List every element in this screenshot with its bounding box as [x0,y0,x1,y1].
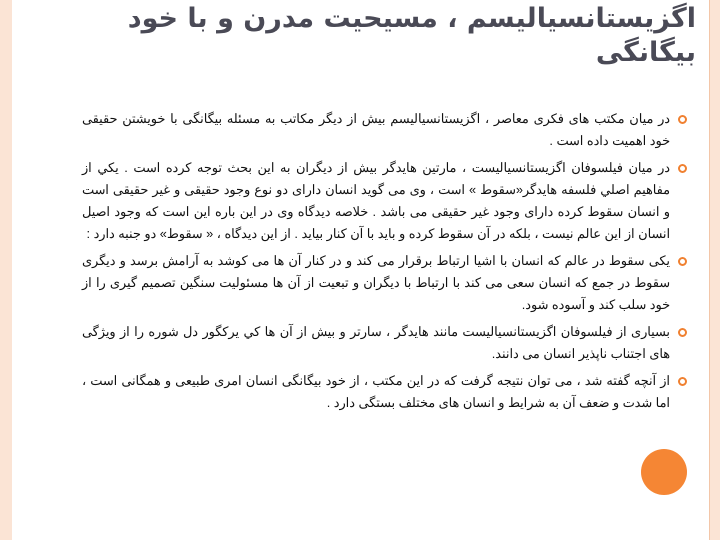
bullet-circle-icon [678,257,687,266]
bullet-text: در میان مکتب های فکری معاصر ، اگزیستانسیالیسم بیش از دیگر مکاتب به مسئله بیگانگی با خویشتن حقیقی خود اهمیت داده است . [82,111,670,148]
bullet-text: یکی سقوط در عالم که انسان با اشیا ارتباط برقرار می کند و در کنار آن ها می کوشد به آرامش برسد و دیگری سقوط در جمع که انسان سعی می کند با ارتباط با دیگران و تبعیت از آن ها مسئولیت سنگین تصمیم گیری را از خود سلب کند و آسوده شود. [82,253,670,312]
slide-title: اگزیستانسیالیسم ، مسیحیت مدرن و با خود بیگانگی [127,3,696,68]
bullet-circle-icon [678,377,687,386]
bullet-circle-icon [678,115,687,124]
slide-content [82,108,690,419]
bullet-item-2 [82,157,690,245]
orange-circle-decoration [641,449,687,495]
left-frame-border [0,0,12,540]
bullet-circle-icon [678,164,687,173]
right-frame-border [710,0,720,540]
bullet-text: از آنچه گفته شد ، می توان نتیجه گرفت که در این مکتب ، از خود بیگانگی انسان امری طبیعی و همگانی است ، اما شدت و ضعف آن به شرایط و انسان های مختلف بستگی دارد . [82,373,670,410]
bullet-item-4 [82,321,690,365]
bullet-text: بسیاری از فیلسوفان اگزیستانسیالیست مانند هایدگر ، سارتر و بیش از آن ها کي يركگور دل شوره را از ویژگی های اجتناب ناپذیر انسان می دانند. [82,324,670,361]
bullet-circle-icon [678,328,687,337]
bullet-item-5 [82,370,690,414]
bullet-text: در میان فیلسوفان اگزیستانسیالیست ، مارتین هایدگر بیش از دیگران به این بحث توجه کرده است . يكي از مفاهیم اصلي فلسفه هایدگر«سقوط » است ، وی می گوید انسان دارای دو نوع وجود حقیقی و غیر حقیقی است و انسان سقوط کرده دارای وجود غیر حقیقی می باشد . خلاصه دیدگاه وی در این باره این است که وجود اصیل انسان از این عالم نیست ، بلکه در آن سقوط کرده و باید با آن کنار بیاید . از این دیدگاه ، « سقوط» دو جنبه دارد : [82,160,670,241]
bullet-list [82,108,690,414]
bullet-item-1 [82,108,690,152]
bullet-item-3 [82,250,690,316]
